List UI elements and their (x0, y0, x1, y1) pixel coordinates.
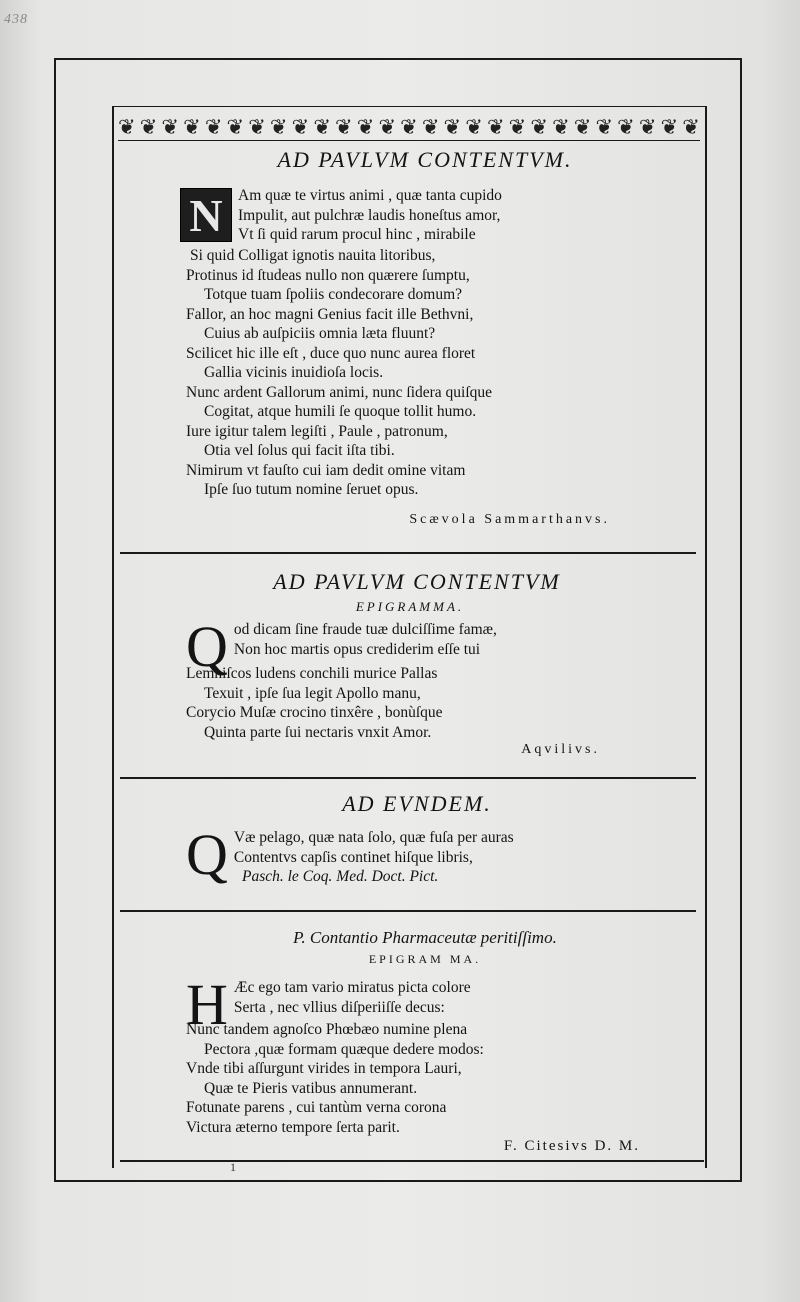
verse-line: Gallia vicinis inuidioſa locis. (204, 364, 384, 381)
verse-line: Impulit, aut pulchræ laudis honeſtus amor, (238, 206, 501, 224)
verse-line: Iure igitur talem legiſti , Paule , patronum, (186, 422, 448, 440)
verse-line: Serta , nec vllius diſperiiſſe decus: (233, 998, 445, 1016)
verse-line: Quæ te Pieris vatibus annumerant. (204, 1079, 418, 1097)
ornament-glyph: ❦ (139, 114, 158, 139)
ornament-glyph: ❦ (378, 114, 397, 139)
verse-line: Nimirum vt fauſto cui iam dedit omine vitam (186, 461, 466, 479)
verse-line: Victura æterno tempore ſerta parit. (186, 1118, 400, 1136)
ornament-glyph: ❦ (465, 114, 483, 139)
section-divider (120, 552, 696, 554)
poem2-dropcap: Q (186, 614, 228, 679)
verse-line: Am quæ te virtus animi , quæ tanta cupido (238, 187, 502, 204)
poem4-subtitle: EPIGRAM MA. (368, 952, 482, 966)
poem3-section (120, 790, 700, 818)
verse-line: Scilicet hic ille eſt , duce quo nunc aurea floret (186, 344, 476, 362)
poem2-attribution: Aqvilivs. (521, 742, 600, 757)
poem4-title: P. Contantio Pharmaceutæ peritiſſimo. (293, 928, 557, 947)
ornament-glyph: ❦ (421, 114, 440, 139)
poem2-title: AD PAVLVM CONTENTVM (273, 569, 561, 594)
ornament-glyph: ❦ (226, 114, 245, 139)
poem1-title: AD PAVLVM CONTENTVM. (277, 147, 573, 172)
ornament-glyph: ❦ (204, 114, 223, 139)
poem4-attribution: F. Citesivs D. M. (503, 1138, 640, 1154)
ornament-glyph: ❦ (508, 114, 527, 139)
poem1-attribution-wrap (300, 512, 610, 528)
verse-line: Lemniſcos ludens conchili murice Pallas (186, 665, 438, 682)
poem4-section (120, 926, 700, 968)
verse-line: Cuius ab auſpiciis omnia læta fluunt? (204, 325, 436, 342)
verse-line: Æc ego tam vario miratus picta colore (233, 979, 471, 996)
verse-line: Nunc ardent Gallorum animi, nunc ſidera quiſque (186, 383, 493, 401)
verse-line: Fallor, an hoc magni Genius facit ille Bethvni, (186, 305, 474, 323)
verse-line: Vnde tibi aſſurgunt virides in tempora Lauri, (186, 1060, 462, 1077)
ornament-glyph: ❦ (313, 114, 331, 139)
verse-line: Si quid Colligat ignotis nauita litoribus, (190, 247, 436, 264)
verse-line: Nunc tandem agnoſco Phœbæo numine plena (186, 1021, 468, 1038)
poem2-section (120, 568, 700, 616)
bottom-rule (120, 1160, 704, 1162)
page-number: 1 (230, 1160, 236, 1174)
ornament-glyph: ❦ (617, 114, 635, 139)
ornament-band (118, 114, 700, 141)
verse-line: Cogitat, atque humili ſe quoque tollit humo. (204, 403, 477, 420)
verse-line: Pasch. le Coq. Med. Doct. Pict. (242, 868, 439, 885)
ornament-glyph: ❦ (335, 114, 353, 139)
ornament-glyph: ❦ (443, 114, 462, 139)
ornament-glyph: ❦ (248, 114, 266, 139)
verse-line: od dicam ſine fraude tuæ dulciſſime famæ, (233, 621, 497, 638)
ornament-glyph: ❦ (660, 114, 679, 139)
ornament-glyph: ❦ (530, 114, 548, 139)
poem1-verse-cont (186, 246, 616, 500)
verse-line: Totque tuam ſpoliis condecorare domum? (204, 286, 463, 303)
poem2-verse-cont (186, 664, 606, 742)
poem3-verse (186, 822, 606, 887)
poem4-verse (186, 978, 606, 1017)
verse-line: Pectora ,quæ formam quæque dedere modos: (204, 1040, 484, 1058)
ornament-glyph: ❦ (486, 114, 505, 139)
ornament-glyph: ❦ (682, 114, 700, 139)
verse-line: Vt ſi quid rarum procul hinc , mirabile (238, 226, 476, 243)
poem1-section (120, 146, 700, 174)
verse-line: Contentvs capſis continet hiſque libris, (233, 848, 473, 866)
poem4-attribution-wrap (300, 1138, 640, 1155)
verse-line: Texuit , ipſe ſua legit Apollo manu, (204, 684, 421, 702)
ornament-glyph: ❦ (356, 114, 375, 139)
poem2-attribution-wrap (300, 742, 600, 758)
poem1-dropcap: N (180, 188, 232, 242)
ornament-glyph: ❦ (183, 114, 201, 139)
verse-line: Protinus id ſtudeas nullo non quærere ſumptu, (186, 266, 470, 284)
ornament-glyph: ❦ (595, 114, 614, 139)
verse-line: Ipſe ſuo tutum nomine ſeruet opus. (204, 481, 419, 498)
poem3-dropcap: Q (186, 822, 228, 887)
verse-line: Fotunate parens , cui tantùm verna corona (186, 1099, 447, 1116)
ornament-glyph: ❦ (573, 114, 592, 139)
ornament-glyph: ❦ (552, 114, 570, 139)
verse-line: Væ pelago, quæ nata ſolo, quæ fuſa per auras (233, 829, 514, 846)
poem2-verse (186, 620, 606, 659)
poem1-verse (180, 186, 600, 245)
poem1-attribution: Scævola Sammarthanvs. (409, 512, 610, 527)
ornament-glyph: ❦ (161, 114, 180, 139)
section-divider (120, 777, 696, 779)
section-divider (120, 910, 696, 912)
poem2-subtitle: EPIGRAMMA. (355, 599, 465, 614)
verse-line: Corycio Muſæ crocino tinxêre , bonùſque (186, 704, 443, 721)
ornament-glyph: ❦ (400, 114, 418, 139)
corner-mark: 438 (4, 12, 28, 27)
verse-line: Quinta parte ſui nectaris vnxit Amor. (204, 723, 432, 741)
poem1-body (180, 186, 600, 245)
poem3-title: AD EVNDEM. (342, 791, 492, 816)
ornament-glyph: ❦ (269, 114, 288, 139)
ornament-glyph: ❦ (118, 114, 136, 139)
verse-line: Non hoc martis opus crediderim eſſe tui (233, 640, 481, 658)
ornament-glyph: ❦ (291, 114, 310, 139)
ornament-glyph: ❦ (638, 114, 657, 139)
poem4-dropcap: H (186, 972, 228, 1037)
poem4-verse-cont (186, 1020, 626, 1137)
poem3-body (186, 822, 606, 887)
verse-line: Otia vel ſolus qui facit iſta tibi. (204, 442, 395, 459)
